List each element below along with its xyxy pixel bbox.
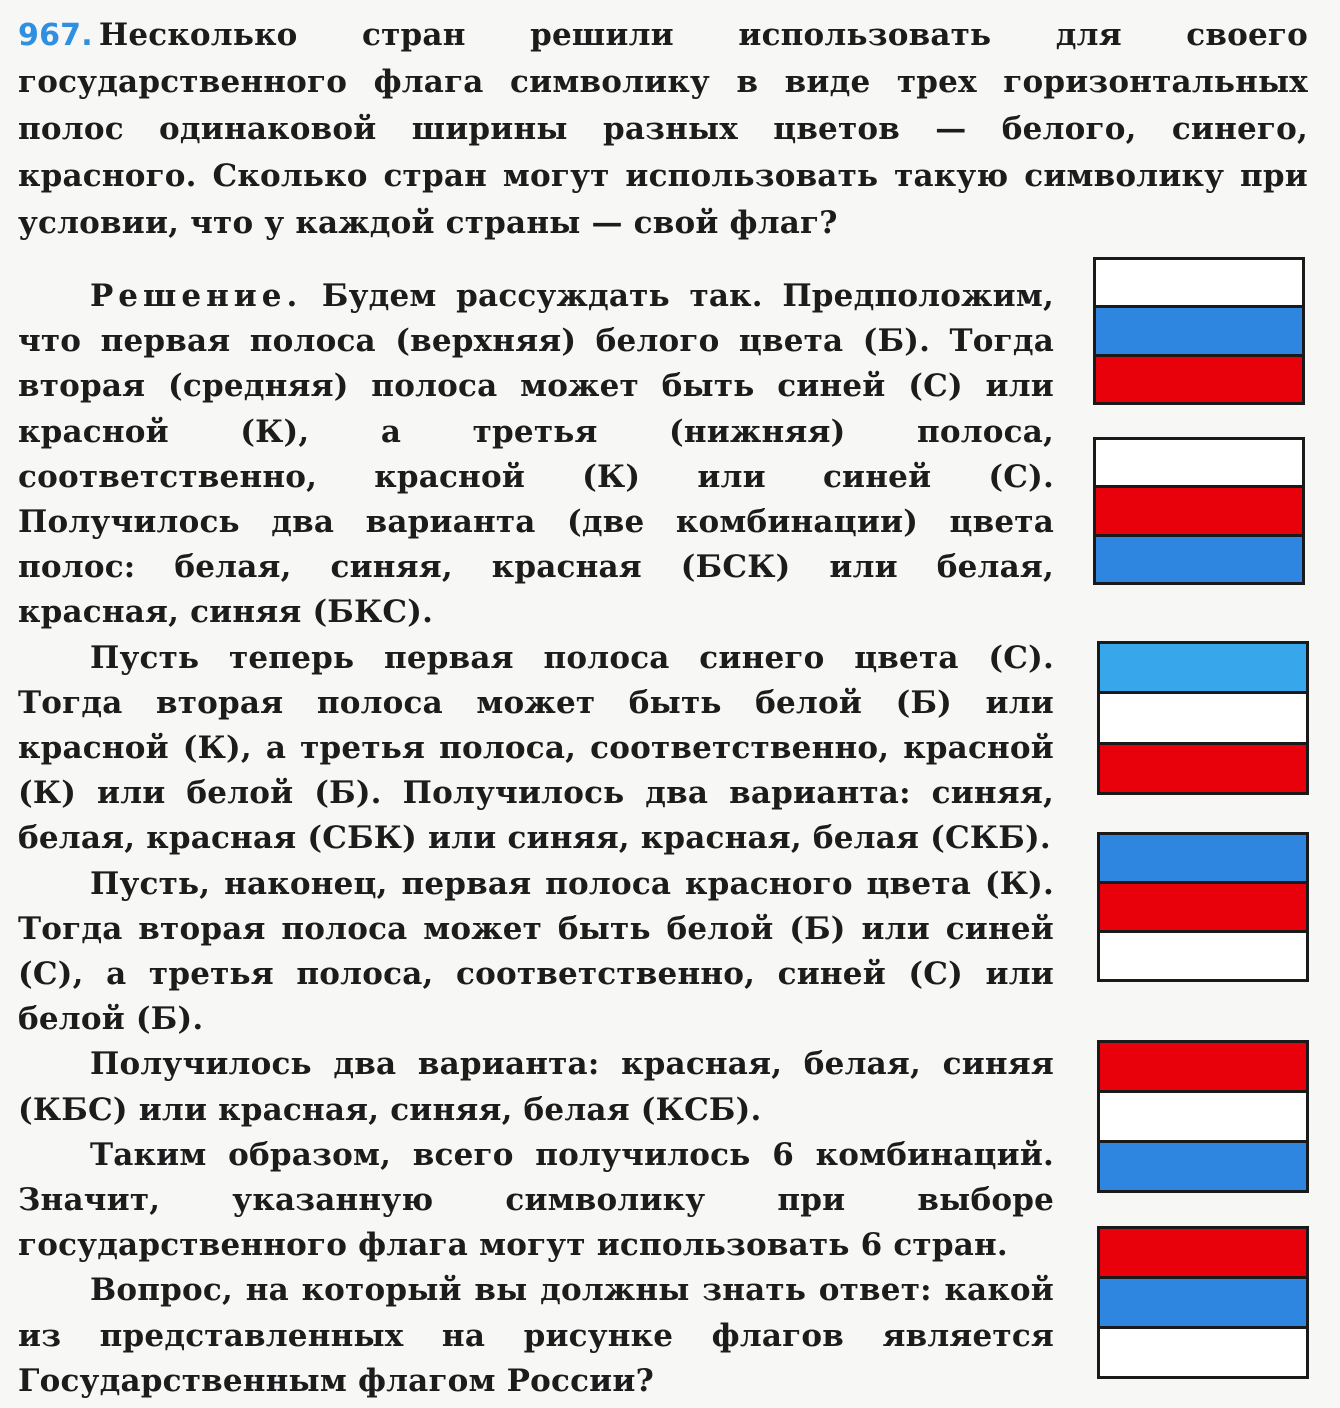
flag-5: [1097, 1040, 1309, 1193]
flag-2-stripe-top: [1096, 440, 1302, 485]
flag-4: [1097, 832, 1309, 982]
flag-1-stripe-bottom: [1096, 357, 1302, 402]
flag-1-stripe-middle: [1096, 308, 1302, 353]
problem-text: Несколько стран решили использовать для своего государственного флага символику в виде трех горизонтальных полос одинаковой ширины разных цветов — белого, синего, красного. Сколько стран могут использовать такую символику при условии, что у каждой страны — свой флаг?: [18, 17, 1308, 241]
flag-6: [1097, 1226, 1309, 1379]
flag-5-stripe-top: [1100, 1043, 1306, 1090]
solution-paragraph-3: Пусть, наконец, первая полоса красного цвета (К). Тогда вторая полоса может быть белой (Б) или синей (С), а третья полоса, соответственно, синей (С) или белой (Б).: [18, 865, 1054, 1038]
flag-3-stripe-top: [1100, 644, 1306, 691]
flag-1: [1093, 257, 1305, 405]
flag-6-stripe-middle: [1100, 1279, 1306, 1326]
flag-4-stripe-bottom: [1100, 933, 1306, 979]
flag-6-stripe-bottom: [1100, 1329, 1306, 1376]
solution-paragraph-1-text: Будем рассуждать так. Предположим, что первая полоса (верхняя) белого цвета (Б). Тогда вторая (средняя) полоса может быть синей (С) или красной (К), а третья (нижняя) полоса, соответственно, красной (К) или синей (С). Получилось два варианта (две комбинации) цвета полос: белая, синяя, красная (БСК) или белая, красная, синяя (БКС).: [18, 278, 1054, 631]
solution-paragraph-6: Вопрос, на который вы должны знать ответ: какой из представленных на рисунке флагов является Государственным флагом России?: [18, 1272, 1054, 1399]
flag-3: [1097, 641, 1309, 795]
flag-3-stripe-bottom: [1100, 745, 1306, 792]
problem-statement: [18, 12, 1308, 247]
flag-4-stripe-top: [1100, 835, 1306, 881]
flag-2: [1093, 437, 1305, 585]
solution-label: Решение.: [90, 278, 303, 314]
solution-paragraph-2: Пусть теперь первая полоса синего цвета (С). Тогда вторая полоса может быть белой (Б) или красной (К), а третья полоса, соответственно, красной (К) или белой (Б). Получилось два варианта: синяя, белая, красная (СБК) или синяя, красная, белая (СКБ).: [18, 639, 1054, 857]
flag-6-stripe-top: [1100, 1229, 1306, 1276]
flag-3-stripe-middle: [1100, 694, 1306, 741]
flag-5-stripe-middle: [1100, 1093, 1306, 1140]
flag-1-stripe-top: [1096, 260, 1302, 305]
problem-number: 967.: [18, 18, 93, 53]
solution-section: [18, 274, 1054, 1404]
flag-2-stripe-middle: [1096, 488, 1302, 533]
flag-5-stripe-bottom: [1100, 1143, 1306, 1190]
flag-2-stripe-bottom: [1096, 537, 1302, 582]
flag-4-stripe-middle: [1100, 884, 1306, 930]
solution-paragraph-4: Получилось два варианта: красная, белая, синяя (КБС) или красная, синяя, белая (КСБ).: [18, 1046, 1054, 1128]
solution-paragraph-5: Таким образом, всего получилось 6 комбинаций. Значит, указанную символику при выборе государственного флага могут использовать 6 стран.: [18, 1136, 1054, 1264]
solution-paragraph-1: [18, 274, 1054, 636]
